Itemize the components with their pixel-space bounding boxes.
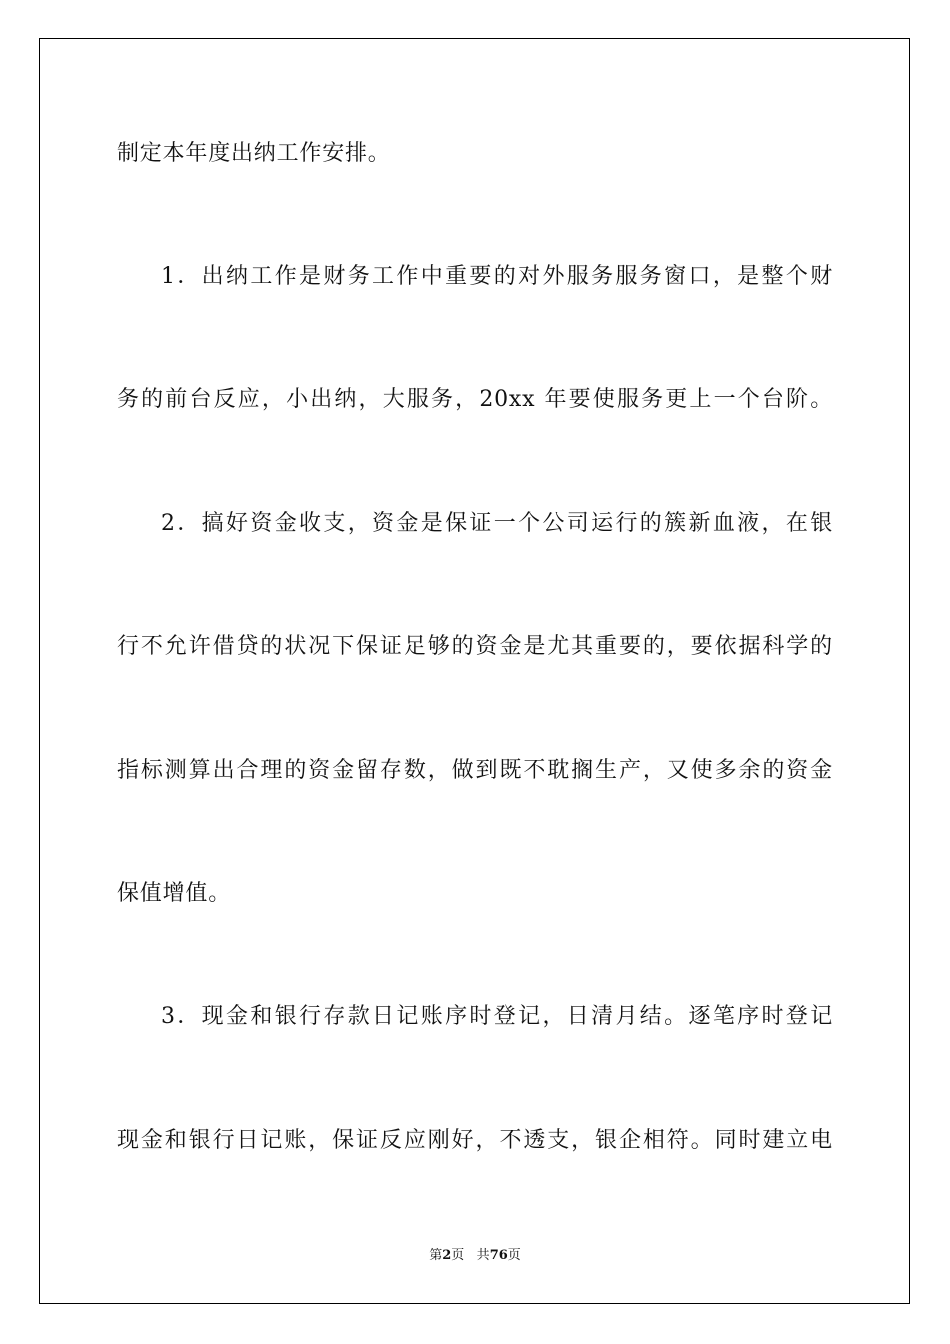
- text-line-6: 指标测算出合理的资金留存数，做到既不耽搁生产，又使多余的资金: [117, 758, 833, 783]
- footer-total-suffix: 页: [507, 1248, 521, 1263]
- text-line-1: 制定本年度出纳工作安排。: [117, 141, 391, 166]
- footer-page-number: 2: [442, 1248, 452, 1263]
- footer-page-prefix: 第: [429, 1248, 443, 1263]
- text-line-8: 3．现金和银行存款日记账序时登记，日清月结。逐笔序时登记: [161, 1004, 833, 1029]
- text-line-5: 行不允许借贷的状况下保证足够的资金是尤其重要的，要依据科学的: [117, 634, 833, 659]
- footer-total-number: 76: [489, 1248, 508, 1263]
- text-line-2: 1．出纳工作是财务工作中重要的对外服务服务窗口，是整个财: [161, 264, 833, 289]
- text-line-7: 保值增值。: [117, 881, 232, 906]
- page-footer: [0, 1244, 950, 1263]
- footer-total-prefix: 共: [476, 1248, 490, 1263]
- text-line-3: 务的前台反应，小出纳，大服务，20xx 年要使服务更上一个台阶。: [117, 387, 833, 412]
- footer-page-suffix: 页: [451, 1248, 465, 1263]
- page-border: [39, 38, 910, 1304]
- text-line-9: 现金和银行日记账，保证反应刚好，不透支，银企相符。同时建立电: [117, 1128, 833, 1153]
- text-line-4: 2．搞好资金收支，资金是保证一个公司运行的簇新血液，在银: [161, 511, 833, 536]
